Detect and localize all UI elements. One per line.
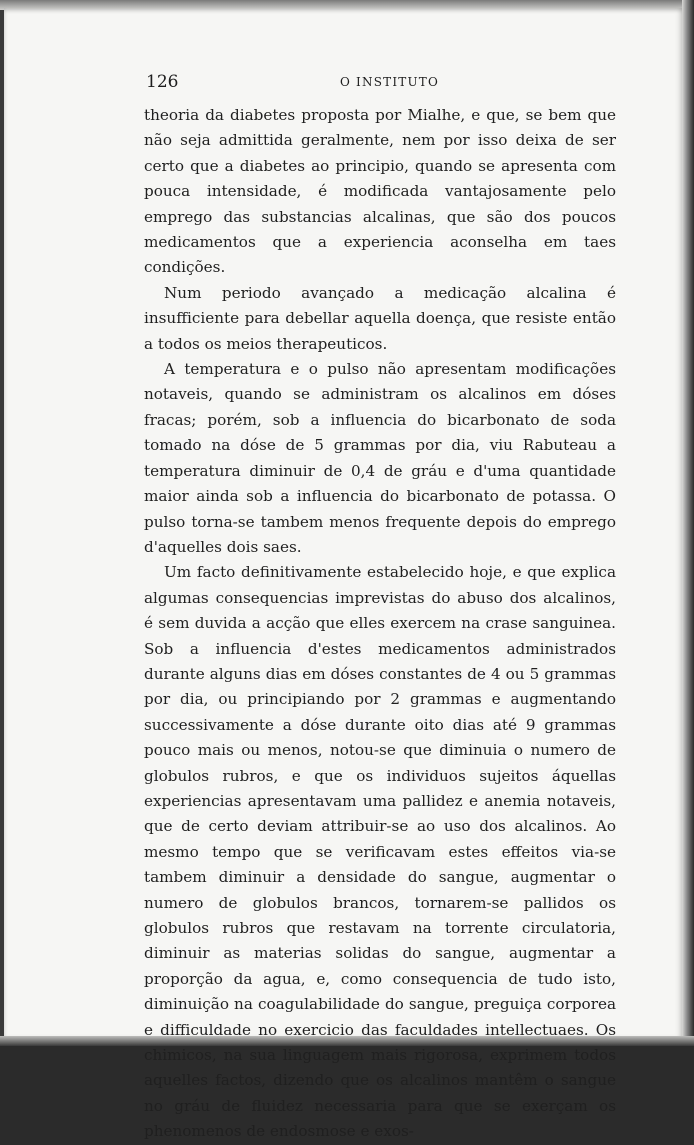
paragraph-3: A temperatura e o pulso não apresentam modificações notaveis, quando se administram os alcalinos em dóses fracas; porém, sob a influencia do bicarbonato de soda tomado na dóse de 5 grammas por dia, viu Rabuteau a temperatura diminuir de 0,4 de gráu e d'uma quantidade maior ainda sob a influencia do bicarbonato de potassa. O pulso torna-se tambem menos frequente depois do emprego d'aquelles dois saes. <box>144 360 616 556</box>
paragraph-2: Num periodo avançado a medicação alcalina é insufficiente para debellar aquella doença, que resiste então a todos os meios therapeuticos. <box>144 283 616 353</box>
paragraph-4: Um facto definitivamente estabelecido hoje, e que explica algumas consequencias imprevistas do abuso dos alcalinos, é sem duvida a acção que elles exercem na crase sanguinea. Sob a influencia d'estes medicamentos administrados durante alguns dias em dóses constantes de 4 ou 5 grammas por dia, ou principiando por 2 grammas e augmentando successivamente a dóse durante oito dias até 9 grammas pouco mais ou menos, notou-se que diminuia o numero de globulos rubros, e que os individuos sujeitos áquellas experiencias apresentavam uma pallidez e anemia notaveis, que de certo deviam attribuir-se ao uso dos alcalinos. Ao mesmo tempo que se verificavam estes effeitos via-se tambem diminuir a densidade do sangue, augmentar o numero de globulos brancos, tornarem-se pallidos os globulos rubros que restavam na torrente circulatoria, diminuir as materias solidas do sangue, augmentar a proporção da agua, e, como consequencia de tudo isto, diminuição na coagulabilidade do sangue, preguiça corporea e difficuldade no exercicio das faculdades intellectuaes. Os chimicos, na sua linguagem mais rigorosa, exprimem todos aquelles factos, dizendo que os alcalinos mantêm o sangue no gráu de fluidez necessaria para que se exerçam os phenomenos de endosmose e exos- <box>144 563 616 1141</box>
page-number: 126 <box>146 72 179 92</box>
page-header <box>0 68 694 98</box>
running-title: O INSTITUTO <box>340 75 440 89</box>
paragraph-1: theoria da diabetes proposta por Mialhe, e que, se bem que não seja admittida geralmente, nem por isso deixa de ser certo que a diabetes ao principio, quando se apresenta com pouca intensidade, é modificada vantajosamente pelo emprego das substancias alcalinas, que são dos poucos medicamentos que a experiencia aconselha em taes condições. <box>144 106 616 277</box>
body-text <box>144 103 616 1145</box>
page-right-edge <box>682 0 694 1046</box>
